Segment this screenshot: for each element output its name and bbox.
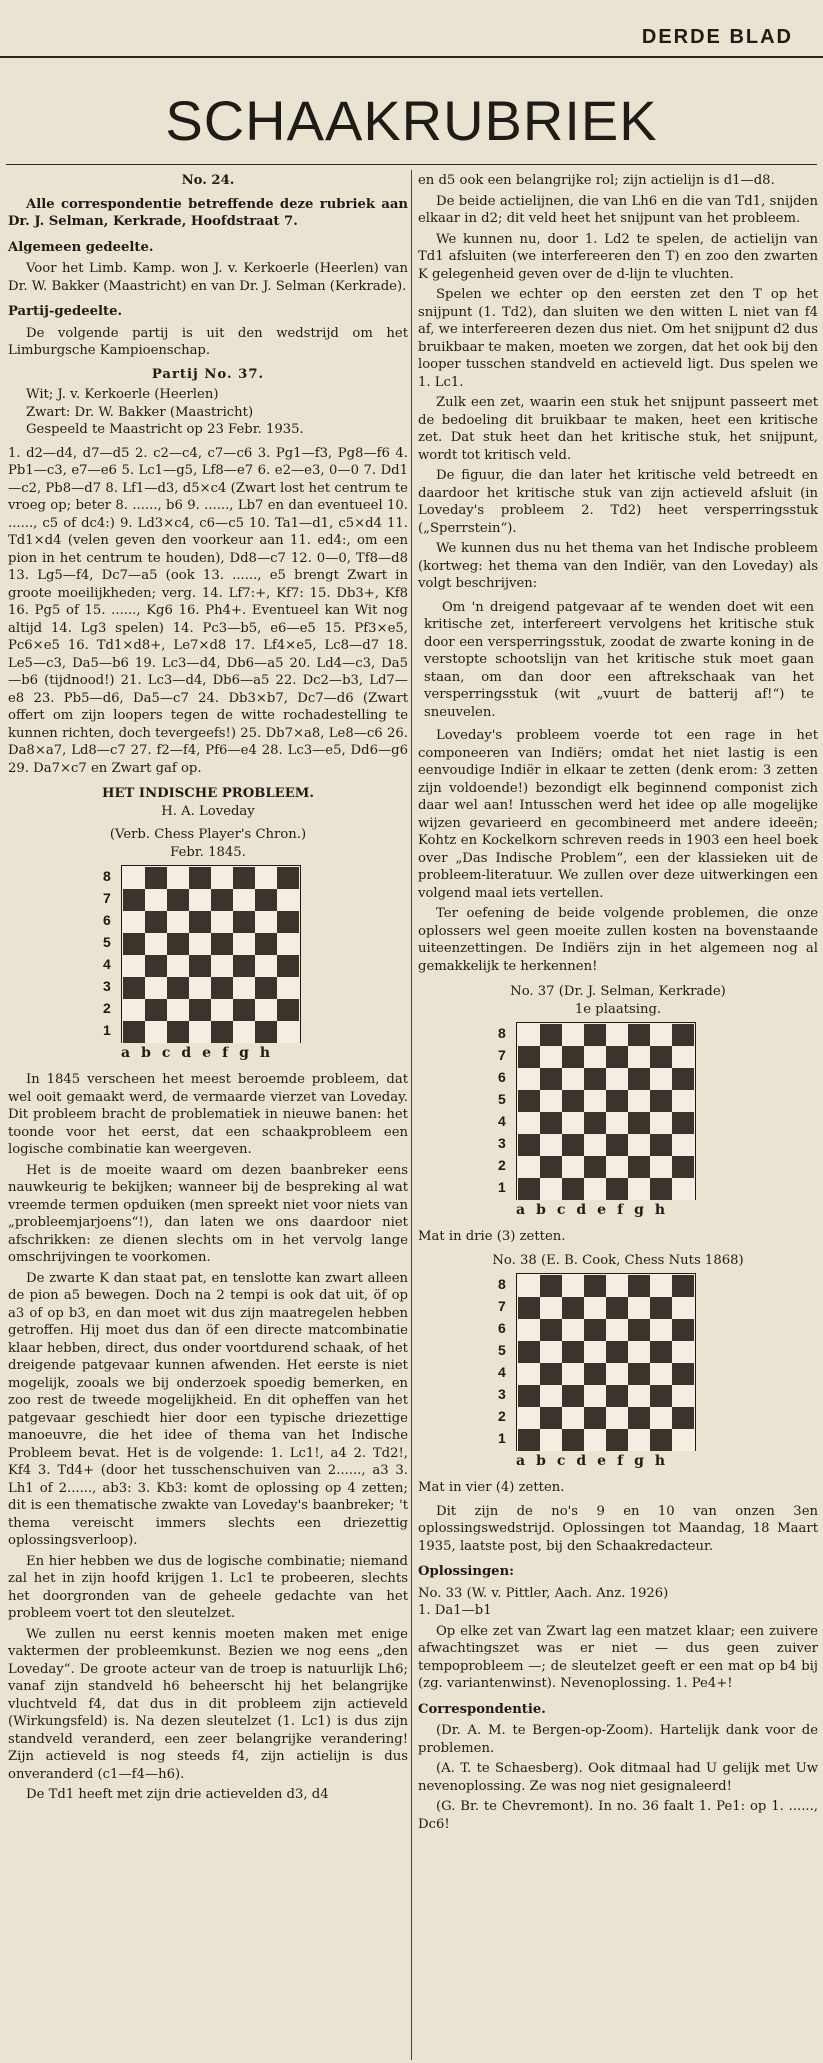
header-rule [0,56,823,58]
dark-square [277,955,299,977]
body-paragraph: We zullen nu eerst kennis moeten maken met enige vaktermen der probleemkunst. Bezien we nog eens „den Loveday“. De groote acteur van de troep is natuurlijk Lh6; vanaf zijn standveld h6 beheerscht hij het belangrijke vluchtveld f4, dat dus in dit probleem zijn actieveld (Wirkungsfeld) is. Na dezen sleutelzet (1. Lc1) is dus zijn standveld veranderd, een zeer belangrijke verandering! Zijn actieveld is nog steeds f4, zijn actielijn is dus onveranderd (c1—f4—h6). [8,1626,408,1782]
dark-square [584,1156,606,1178]
dark-square [562,1178,584,1200]
dark-square [277,999,299,1021]
dark-square [584,1363,606,1385]
dark-square [584,1112,606,1134]
chess-diagram-loveday [103,865,343,1065]
correspondence-item: (Dr. A. M. te Bergen-op-Zoom). Hartelijk dank voor de problemen. [418,1723,818,1756]
dark-square [584,1068,606,1090]
dark-square [628,1156,650,1178]
dark-square [518,1385,540,1407]
left-column [8,172,408,1807]
problem-37-sub: 1e plaatsing. [574,1001,662,1017]
dark-square [518,1090,540,1112]
dark-square [518,1178,540,1200]
dark-square [628,1319,650,1341]
dark-square [650,1297,672,1319]
solutions-heading: Oplossingen: [418,1564,515,1579]
file-labels: abcdefgh [121,1045,282,1061]
dark-square [518,1297,540,1319]
dark-square [123,889,145,911]
dark-square [540,1024,562,1046]
body-paragraph: De figuur, die dan later het kritische veld betreedt en daardoor het kritische stuk van zijn actieveld afsluit (in Loveday's probleem 2. Td2) heet versperringsstuk („Sperrstein“). [418,468,818,536]
column-divider [411,170,412,2060]
dark-square [628,1407,650,1429]
dark-square [650,1385,672,1407]
dark-square [606,1341,628,1363]
file-labels: abcdefgh [516,1453,677,1469]
dark-square [606,1429,628,1451]
white-player: Wit; J. v. Kerkoerle (Heerlen) [26,387,219,402]
dark-square [277,911,299,933]
dark-square [518,1046,540,1068]
dark-square [255,977,277,999]
dark-square [562,1385,584,1407]
body-paragraph: De zwarte K dan staat pat, en tenslotte kan zwart alleen de pion a5 bewegen. Doch na 2 tempi is ook dat uit, öf op a3 of op b3, en dan moet wit dus zijn maatregelen hebben getroffen. Hij moet dus dan öf een directe matcombinatie klaar hebben, direct, dus onder voortdurend schaak, of het dreigende patgevaar kunnen afwenden. Het eerste is niet mogelijk, zooals we bij onderzoek spoedig bemerken, en zoo rest de tweede mogelijkheid. En dit opheffen van het patgevaar geschiedt hier door een typische driezettige manoeuvre, die het idee of thema van het Indische Probleem bevat. Het is de volgende: 1. Lc1!, a4 2. Td2!, Kf4 3. Td4+ (door het tusschenschuiven van 2......, a3 3. Lh1 of 2......, ab3: 3. Kb3: komt de oplossing op 4 zetten; dit is een thematische zwakte van Loveday's baanbreker; 't thema vereischt immers slechts een driezettig oplossingsverloop). [8,1270,408,1548]
indian-title: HET INDISCHE PROBLEEM. [102,786,314,801]
dark-square [650,1090,672,1112]
general-text: Voor het Limb. Kamp. won J. v. Kerkoerle (Heerlen) van Dr. W. Bakker (Maastricht) en van Dr. J. Selman (Kerkrade). [8,261,408,294]
dark-square [540,1068,562,1090]
dark-square [650,1429,672,1451]
solution-33-move: 1. Da1—b1 [418,1603,492,1618]
indian-date: Febr. 1845. [170,844,246,860]
body-paragraph: En hier hebben we dus de logische combinatie; niemand zal het in zijn hoofd krijgen 1. Lc1 te probeeren, slechts het doorgronden van de geheele gedachte van het probleem voert tot den sleutelzet. [8,1553,408,1621]
dark-square [584,1319,606,1341]
correspondence-heading: Correspondentie. [418,1701,546,1717]
dark-square [255,933,277,955]
dark-square [211,977,233,999]
body-paragraph: Loveday's probleem voerde tot een rage in het componeeren van Indiërs; omdat het niet lastig is een eenvoudige Indiër in elkaar te zetten (denk erom: 3 zetten zijn voldoende!) bezondigt elk beginnend componist zich daar wel aan! Intusschen werd het idee op alle mogelijke wijzen gevarieerd en gecombineerd met andere ideeën; Kohtz en Kockelkorn schreven reeds in 1903 een heel boek over „Das Indische Problem“, een der klassieken uit de probleem-literatuur. We zullen over deze uitwerkingen een volgend maal iets vertellen. [418,728,818,901]
game-title: Partij No. 37. [151,366,265,382]
solution-33-title: No. 33 (W. v. Pittler, Aach. Anz. 1926) [418,1585,669,1601]
rank-labels: 8 7 6 5 4 3 2 1 [103,868,111,1038]
file-labels: abcdefgh [516,1202,677,1218]
dark-square [672,1319,694,1341]
dark-square [167,889,189,911]
indian-source: (Verb. Chess Player's Chron.) [109,827,307,842]
body-paragraph: Zulk een zet, waarin een stuk het snijpunt passeert met de bedoeling dit bruikbaar te maken, heet een kritische zet. Dat stuk heet dan het kritische stuk, het snijpunt, wordt tot kritisch veld. [418,395,818,463]
dark-square [606,1178,628,1200]
dark-square [562,1297,584,1319]
correspondence-item: (A. T. te Schaesberg). Ook ditmaal had U gelijk met Uw nevenoplossing. Ze was nog niet gesignaleerd! [418,1761,818,1794]
chessboard [516,1022,696,1200]
dark-square [123,977,145,999]
body-paragraph: We kunnen dus nu het thema van het Indische probleem (kortweg: het thema van den Indiër, van den Loveday) als volgt beschrijven: [418,541,818,591]
body-paragraph: Spelen we echter op den eersten zet den T op het snijpunt (1. Td2), dan sluiten we den witten L niet van f4 af, we interfereeren dezen dus niet. Om het snijpunt d2 dus bruikbaar te maken, moeten we zorgen, dat het ook bij den looper tusschen standveld en actieveld ligt. Dus spelen we 1. Lc1. [418,287,818,390]
problem-37-title: No. 37 (Dr. J. Selman, Kerkrade) [510,984,726,999]
right-column [418,172,818,1836]
dark-square [584,1275,606,1297]
dark-square [233,867,255,889]
dark-square [628,1068,650,1090]
dark-square [606,1297,628,1319]
dark-square [211,1021,233,1043]
dark-square [562,1046,584,1068]
dark-square [189,999,211,1021]
dark-square [584,1407,606,1429]
dark-square [540,1319,562,1341]
rank-labels: 8 7 6 5 4 3 2 1 [498,1276,506,1446]
dark-square [233,999,255,1021]
dark-square [123,933,145,955]
dark-square [650,1046,672,1068]
dark-square [189,955,211,977]
played-info: Gespeeld te Maastricht op 23 Febr. 1935. [26,422,304,437]
dark-square [211,933,233,955]
correspondence-item: (G. Br. te Chevremont). In no. 36 faalt 1. Pe1: op 1. ......, Dc6! [418,1799,818,1832]
theme-quote: Om 'n dreigend patgevaar af te wenden doet wit een kritische zet, interfereert vervolgens het kritische stuk door een versperringsstuk, zoodat de zwarte koning in de verstopte schootslijn van het kritische stuk moet gaan staan, om dan door een aftrekschaak van het versperringsstuk (wit „vuurt de batterij af!“) te sneuvelen. [424,599,814,720]
general-heading: Algemeen gedeelte. [8,239,154,255]
dark-square [672,1275,694,1297]
continuation: en d5 ook een belangrijke rol; zijn actielijn is d1—d8. [418,173,775,188]
chessboard [516,1273,696,1451]
dark-square [145,955,167,977]
dark-square [211,889,233,911]
dark-square [628,1024,650,1046]
problem-38-title: No. 38 (E. B. Cook, Chess Nuts 1868) [492,1252,744,1268]
body-paragraph: De beide actielijnen, die van Lh6 en die van Td1, snijden elkaar in d2; dit veld heet het snijpunt van het probleem. [418,193,818,226]
dark-square [672,1407,694,1429]
dark-square [628,1112,650,1134]
dark-square [233,911,255,933]
body-paragraph: We kunnen nu, door 1. Ld2 te spelen, de actielijn van Td1 afsluiten (we interfereeren den T) en zoo den zwarten K gelegenheid geven over de d-lijn te vluchten. [418,231,818,282]
chess-diagram-37 [498,1022,738,1222]
chess-diagram-38 [498,1273,738,1473]
dark-square [606,1385,628,1407]
dark-square [233,955,255,977]
game-moves: 1. d2—d4, d7—d5 2. c2—c4, c7—c6 3. Pg1—f3, Pg8—f6 4. Pb1—c3, e7—e6 5. Lc1—g5, Lf8—e7 6. e2—e3, 0—0 7. Dd1—c2, Pb8—d7 8. Lf1—d3, d5×c4 (Zwart lost het centrum te vroeg op; beter 8. ......, b6 9. ......, Lb7 en dan eventueel 10. ......, c5 of dc4:) 9. Ld3×c4, c6—c5 10. Ta1—d1, c5×d4 11. Td1×d4 (velen geven den voorkeur aan 11. ed4:, om een pion in het centrum te houden), Dd8—c7 12. 0—0, Tf8—d8 13. Lg5—f4, Dc7—a5 (ook 13. ......, e5 brengt Zwart in groote moeilijkheden; verg. 14. Lf7:+, Kf7: 15. Db3+, Kf8 16. Pg5 of 15. ......, Kg6 16. Ph4+. Eventueel kan Wit nog altijd 14. Lg3 spelen) 14. Pc3—b5, e6—e5 15. Pf3×e5, Pc6×e5 16. Td1×d8+, Le7×d8 17. Lf4×e5, Lc8—d7 18. Le5—c3, Da5—b6 19. Lc3—d4, Db6—a5 20. Ld4—c3, Da5—b6 (tijdnood!) 21. Lc3—d4, Db6—a5 22. Dc2—b3, Ld7—e8 23. Pb5—d6, Da5—c7 24. Db3×b7, Dc7—d6 (Zwart offert om zijn loopers tegen de witte rochadestelling te kunnen richten, doch tevergeefs!) 25. Db7×a8, Le8—c6 26. Da8×a7, Ld8—c7 27. f2—f4, Pf6—e4 28. Lc3—e5, Dd6—g6 29. Da7×c7 en Zwart gaf op. [8,445,408,776]
body-paragraph: In 1845 verscheen het meest beroemde probleem, dat wel ooit gemaakt werd, de vermaarde vierzet van Loveday. Dit probleem bracht de problematiek in nieuwe banen: het toonde voor het eerst, dat een schaakprobleem een logische combinatie kan weergeven. [8,1072,408,1157]
dark-square [540,1112,562,1134]
dark-square [672,1112,694,1134]
dark-square [518,1341,540,1363]
problem-37-stipulation: Mat in drie (3) zetten. [418,1229,566,1244]
dark-square [628,1363,650,1385]
dark-square [145,999,167,1021]
game-heading: Partij-gedeelte. [8,304,123,319]
dark-square [518,1429,540,1451]
section-label: DERDE BLAD [641,26,793,48]
dark-square [628,1275,650,1297]
dark-square [540,1156,562,1178]
dark-square [672,1156,694,1178]
dark-square [562,1134,584,1156]
title-rule [6,164,817,165]
dark-square [167,933,189,955]
dark-square [672,1024,694,1046]
dark-square [606,1090,628,1112]
dark-square [145,867,167,889]
dark-square [650,1178,672,1200]
dark-square [650,1341,672,1363]
problem-38-stipulation: Mat in vier (4) zetten. [418,1480,565,1495]
indian-author: H. A. Loveday [161,803,255,819]
chessboard [121,865,301,1043]
dark-square [672,1068,694,1090]
dark-square [562,1341,584,1363]
solution-33-text: Op elke zet van Zwart lag een matzet klaar; een zuivere afwachtingszet was er niet — dus geen zuiver tempoprobleem —; de sleutelzet geeft er een mat op b4 bij (zg. variantenwinst). Nevenoplossing. 1. Pe4+! [418,1623,818,1691]
body-paragraph: De Td1 heeft met zijn drie actievelden d3, d4 [26,1787,329,1802]
dark-square [584,1024,606,1046]
dark-square [277,867,299,889]
issue-number: No. 24. [181,173,235,188]
dark-square [123,1021,145,1043]
dark-square [255,1021,277,1043]
body-paragraph: Het is de moeite waard om dezen baanbreker eens nauwkeurig te bekijken; wanneer bij de bespreking al wat vreemde termen opduiken (men spreekt niet voor niets van „probleemjarjoens“!), dan laten we ons daardoor niet afschrikken: ze dienen slechts om in het vervolg lange omschrijvingen te voorkomen. [8,1162,408,1265]
notice: Alle correspondentie betreffende deze rubriek aan Dr. J. Selman, Kerkrade, Hoofdstraat 7. [8,196,408,229]
dark-square [540,1363,562,1385]
dark-square [672,1363,694,1385]
page-title: SCHAAKRUBRIEK [165,89,658,152]
dark-square [255,889,277,911]
dark-square [562,1090,584,1112]
game-intro: De volgende partij is uit den wedstrijd om het Limburgsche Kampioenschap. [8,325,408,358]
body-paragraph: Ter oefening de beide volgende problemen, die onze oplossers wel geen moeite zullen kosten na bovenstaande uiteenzettingen. De Indiërs zijn in het algemeen nog al gemakkelijk te herkennen! [418,906,818,974]
dark-square [145,911,167,933]
dark-square [167,977,189,999]
dark-square [606,1046,628,1068]
dark-square [540,1275,562,1297]
dark-square [189,867,211,889]
dark-square [189,911,211,933]
dark-square [167,1021,189,1043]
black-player: Zwart: Dr. W. Bakker (Maastricht) [26,404,254,420]
solving-contest: Dit zijn de no's 9 en 10 van onzen 3en oplossingswedstrijd. Oplossingen tot Maandag, 18 Maart 1935, laatste post, bij den Schaakredacteur. [418,1503,818,1554]
dark-square [518,1134,540,1156]
dark-square [562,1429,584,1451]
dark-square [540,1407,562,1429]
rank-labels: 8 7 6 5 4 3 2 1 [498,1025,506,1195]
dark-square [650,1134,672,1156]
dark-square [606,1134,628,1156]
